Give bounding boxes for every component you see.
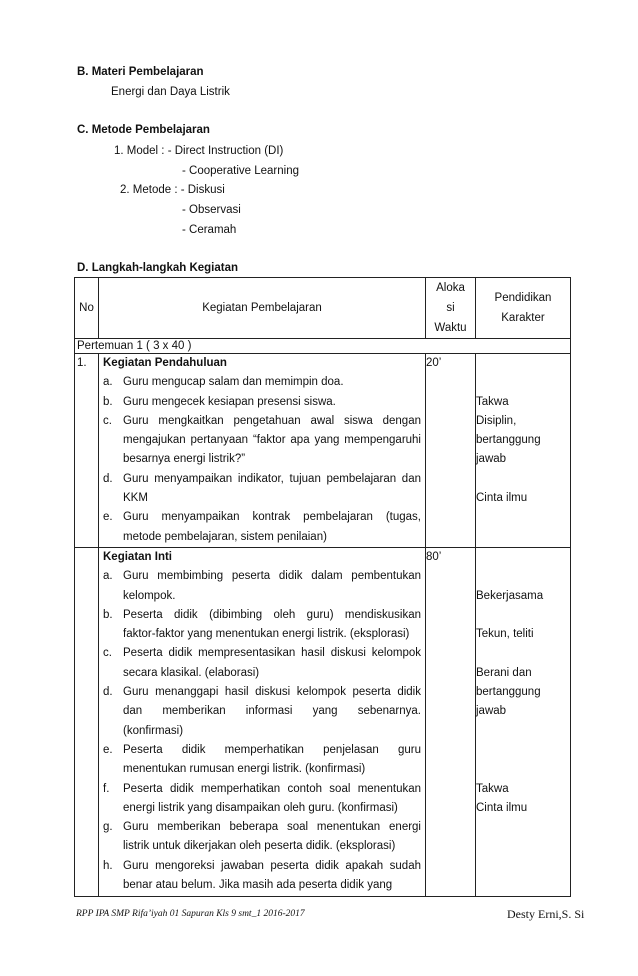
list-item: [103, 431, 421, 450]
karakter-value: Cinta ilmu: [476, 801, 528, 814]
list-item: [103, 683, 421, 702]
karakter-value: [476, 760, 570, 779]
list-item: [103, 780, 421, 799]
activity-table: [74, 277, 571, 897]
item-letter: c.: [103, 414, 112, 427]
karakter-value: Takwa: [476, 782, 509, 795]
inti-title: Kegiatan Inti: [103, 551, 173, 563]
karakter-value: Disiplin,: [476, 414, 517, 427]
item-text: secara klasikal. (elaborasi): [123, 666, 260, 679]
header-alokasi-line-3: Waktu: [434, 322, 467, 334]
item-letter: d.: [103, 472, 113, 485]
list-item: [103, 567, 421, 586]
karakter-value: [476, 373, 570, 392]
list-item: [103, 857, 421, 876]
pertemuan-label: Pertemuan 1 ( 3 x 40 ): [75, 339, 571, 354]
header-no: No: [79, 302, 94, 314]
karakter-value: bertanggung: [476, 686, 541, 699]
item-letter: f.: [103, 782, 110, 795]
karakter-value: [476, 644, 570, 663]
list-item: [103, 625, 421, 644]
item-text: energi listrik yang disampaikan oleh guru. (konfirmasi): [123, 801, 398, 814]
item-text: Peserta didik mempresentasikan hasil diskusi kelompok: [123, 647, 421, 660]
karakter-value: bertanggung: [476, 434, 541, 447]
item-text: Guru mengecek kesiapan presensi siswa.: [123, 395, 336, 408]
method-line: 1. Model : - Direct Instruction (DI): [114, 145, 284, 157]
section-d-heading: D. Langkah-langkah Kegiatan: [77, 262, 239, 274]
list-item: [103, 760, 421, 779]
table-row-pendahuluan: [75, 354, 571, 548]
list-item: [103, 393, 421, 412]
list-item: [103, 528, 421, 547]
footer-right: Desty Erni,S. Si: [507, 907, 585, 921]
inti-waktu: 80’: [426, 551, 442, 563]
karakter-value: Tekun, teliti: [476, 628, 534, 641]
item-text: Guru mengoreksi jawaban peserta didik apakah sudah: [123, 859, 421, 872]
table-row-inti: [75, 548, 571, 897]
header-alokasi-line-1: Aloka: [436, 282, 465, 294]
item-letter: a.: [103, 570, 113, 583]
karakter-value: Bekerjasama: [476, 589, 544, 602]
item-text: besarnya energi listrik?”: [123, 453, 246, 466]
method-line: 2. Metode : - Diskusi: [120, 184, 225, 196]
item-letter: b.: [103, 608, 113, 621]
item-letter: g.: [103, 821, 113, 834]
section-c-heading: C. Metode Pembelajaran: [77, 124, 210, 136]
item-text: listrik untuk dikerjakan oleh peserta didik. (eksplorasi): [123, 840, 396, 853]
list-item: [103, 587, 421, 606]
item-text: Guru menyampaikan kontrak pembelajaran (tugas,: [123, 511, 421, 524]
list-item: [103, 450, 421, 469]
item-text: Guru membimbing peserta didik dalam pembentukan: [123, 570, 421, 583]
list-item: [103, 412, 421, 431]
list-item: [103, 837, 421, 856]
item-text: metode pembelajaran, sistem penilaian): [123, 530, 327, 543]
list-item: [103, 508, 421, 527]
item-text: Guru menyampaikan indikator, tujuan pembelajaran dan: [123, 472, 421, 485]
karakter-value: jawab: [476, 705, 507, 718]
karakter-value: [476, 470, 570, 489]
list-item: [103, 818, 421, 837]
header-alokasi-line-2: si: [446, 302, 455, 314]
list-item: [103, 606, 421, 625]
karakter-value: Takwa: [476, 395, 509, 408]
list-item: [103, 876, 421, 895]
header-kegiatan: Kegiatan Pembelajaran: [202, 302, 322, 314]
item-letter: d.: [103, 686, 113, 699]
list-item: [103, 373, 421, 392]
item-text: benar atau belum. Jika masih ada peserta didik yang: [123, 879, 393, 892]
section-b-heading: B. Materi Pembelajaran: [77, 66, 204, 78]
item-text: Guru memberikan beberapa soal menentukan energi: [123, 821, 421, 834]
method-line: - Observasi: [182, 204, 241, 216]
item-letter: b.: [103, 395, 113, 408]
footer-left: RPP IPA SMP Rifa’iyah 01 Sapuran Kls 9 smt_1 2016-2017: [76, 909, 305, 919]
item-text: Peserta didik memperhatikan penjelasan guru: [123, 743, 421, 756]
list-item: [103, 799, 421, 818]
header-pendidikan-line-1: Pendidikan: [494, 292, 552, 304]
item-text: KKM: [123, 492, 148, 505]
list-item: [103, 741, 421, 760]
item-text: (konfirmasi): [123, 724, 184, 737]
karakter-value: jawab: [476, 453, 507, 466]
list-item: [103, 722, 421, 741]
karakter-value: [476, 567, 570, 586]
item-text: menentukan rumusan energi listrik. (konfirmasi): [123, 763, 366, 776]
pendahuluan-title: Kegiatan Pendahuluan: [103, 357, 227, 369]
item-letter: h.: [103, 859, 113, 872]
method-line: - Ceramah: [182, 224, 237, 236]
item-text: Peserta didik (dibimbing oleh guru) mendiskusikan: [123, 608, 421, 621]
item-text: Guru mengucap salam dan memimpin doa.: [123, 376, 344, 389]
item-letter: e.: [103, 743, 113, 756]
item-text: faktor-faktor yang menentukan energi listrik. (eksplorasi): [123, 628, 410, 641]
list-item: [103, 664, 421, 683]
item-text: kelompok.: [123, 589, 176, 602]
item-text: mengajukan pertanyaan “faktor apa yang mempengaruhi: [123, 434, 421, 447]
item-letter: c.: [103, 647, 112, 660]
pertemuan-row: [75, 339, 571, 354]
header-pendidikan-line-2: Karakter: [501, 312, 545, 324]
karakter-value: Berani dan: [476, 666, 532, 679]
row-number: 1.: [75, 354, 99, 548]
pendahuluan-waktu: 20’: [426, 357, 442, 369]
list-item: [103, 470, 421, 489]
section-b-content: Energi dan Daya Listrik: [111, 86, 230, 98]
list-item: [103, 702, 421, 721]
item-text: Guru mengkaitkan pengetahuan awal siswa dengan: [123, 414, 421, 427]
list-item: [103, 489, 421, 508]
list-item: [103, 644, 421, 663]
item-text: Peserta didik memperhatikan contoh soal menentukan: [123, 782, 421, 795]
item-text: Guru menanggapi hasil diskusi kelompok peserta didik: [123, 686, 421, 699]
karakter-value: [476, 354, 570, 373]
item-letter: e.: [103, 511, 113, 524]
item-text: dan memberikan informasi yang sebenarnya.: [123, 705, 421, 718]
item-letter: a.: [103, 376, 113, 389]
karakter-value: [476, 548, 570, 567]
karakter-value: [476, 722, 570, 741]
karakter-value: [476, 606, 570, 625]
karakter-value: [476, 741, 570, 760]
table-header-row: [75, 278, 571, 339]
method-line: - Cooperative Learning: [182, 165, 299, 177]
karakter-value: Cinta ilmu: [476, 492, 528, 505]
